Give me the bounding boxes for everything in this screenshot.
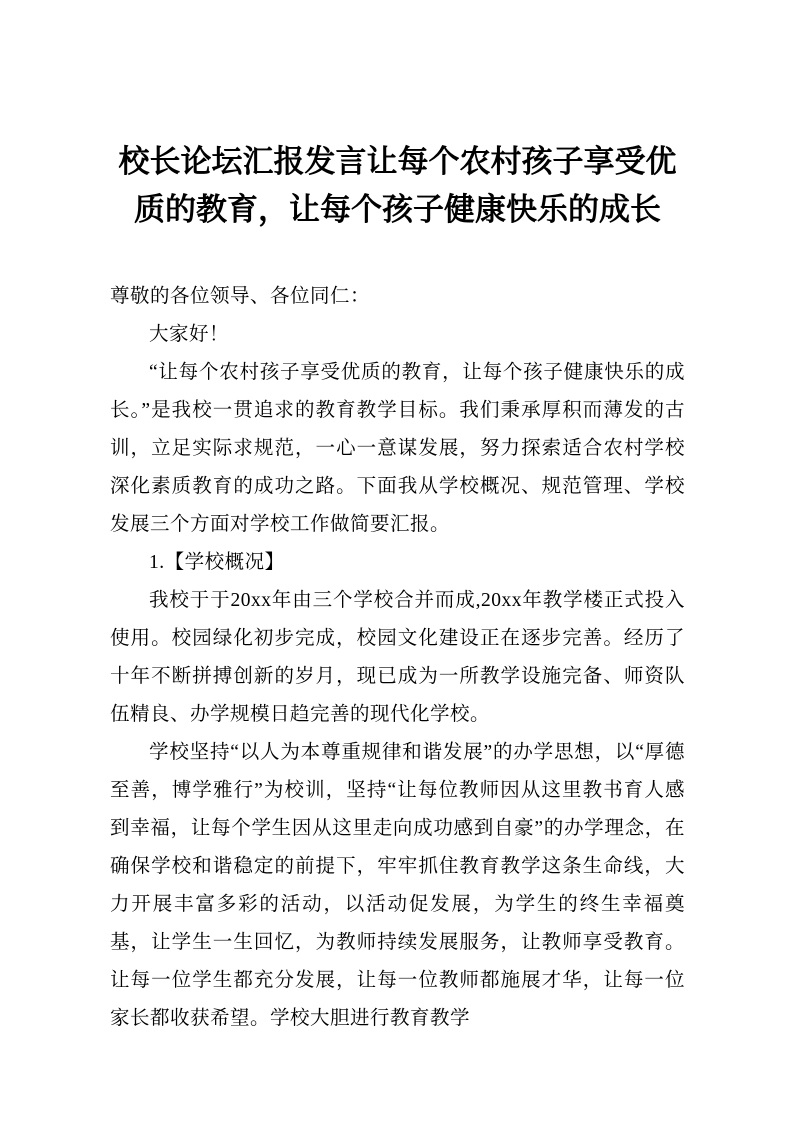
paragraph-greeting: 大家好！ [149, 324, 230, 345]
paragraph-salutation: 尊敬的各位领导、各位同仁： [110, 286, 371, 307]
paragraph-intro: “让每个农村孩子享受优质的教育，让每个孩子健康快乐的成长。”是我校一贯追求的教育教学目标。我们秉承厚积而薄发的古训，立足实际求规范，一心一意谋发展，努力探索适合农村学校深化素质教育的成功之路。下面我从学校概况、规范管理、学校发展三个方面对学校工作做简要汇报。 [110, 362, 685, 535]
paragraph-section-heading: 1.【学校概况】 [149, 552, 285, 573]
document-title: 校长论坛汇报发言让每个农村孩子享受优质的教育，让每个孩子健康快乐的成长 [118, 144, 677, 227]
paragraph-school-philosophy: 学校坚持“以人为本尊重规律和谐发展”的办学思想，以“厚德至善，博学雅行”为校训，坚持“让每位教师因从这里教书育人感到幸福，让每个学生因从这里走向成功感到自豪”的办学理念，在确保学校和谐稳定的前提下，牢牢抓住教育教学这条生命线，大力开展丰富多彩的活动，以活动促发展，为学生的终生幸福奠基，让学生一生回忆，为教师持续发展服务，让教师享受教育。让每一位学生都充分发展，让每一位教师都施展才华，让每一位家长都收获希望。学校大胆进行教育教学 [110, 742, 685, 1029]
paragraph-school-overview: 我校于于20xx年由三个学校合并而成,20xx年教学楼正式投入使用。校园绿化初步完成，校园文化建设正在逐步完善。经历了十年不断拼搏创新的岁月，现已成为一所教学设施完备、师资队伍精良、办学规模日趋完善的现代化学校。 [110, 590, 685, 725]
